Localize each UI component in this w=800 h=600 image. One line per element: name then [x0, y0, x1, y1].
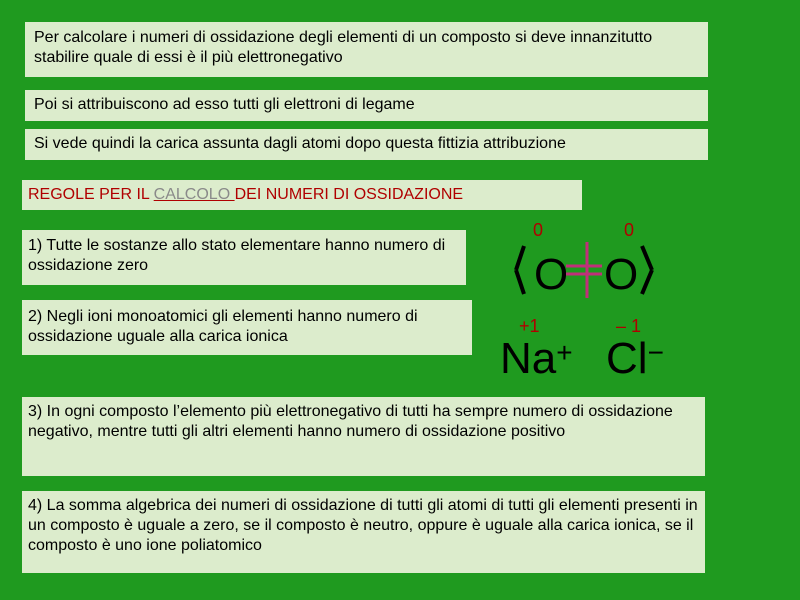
- rule-4-text: 4) La somma algebrica dei numeri di ossidazione di tutti gli atomi di tutti gli elementi presenti in un composto è uguale a zero, se il composto è neutro, oppure è uguale alla carica ionica, se il composto è uno ione poliatomico: [28, 497, 698, 554]
- rule-1-text: 1) Tutte le sostanze allo stato elementare hanno numero di ossidazione zero: [28, 237, 446, 274]
- cl-charge: −: [647, 337, 664, 368]
- rule-3: [22, 397, 705, 476]
- calcolo-link[interactable]: [154, 186, 235, 203]
- intro-text-1-content: Per calcolare i numeri di ossidazione degli elementi di un composto si deve innanzitutto stabilire quale di essi è il più elettronegativo: [34, 29, 653, 66]
- ox-number-cl: – 1: [616, 316, 642, 336]
- intro-text-1: [25, 22, 708, 77]
- intro-text-2-content: Poi si attribuiscono ad esso tutti gli elettroni di legame: [34, 96, 415, 113]
- ox-number-na: +1: [519, 316, 540, 336]
- rule-3-text: 3) In ogni composto l’elemento più elettronegativo di tutti ha sempre numero di ossidazione negativo, mentre tutti gli altri elementi hanno numero di ossidazione positivo: [28, 403, 673, 440]
- intro-text-3: [25, 129, 708, 160]
- na-ion: [500, 334, 573, 383]
- ox-number-o-left: 0: [533, 220, 544, 240]
- rules-header-part2: DEI NUMERI DI OSSIDAZIONE: [234, 186, 464, 203]
- o-atom-left: O: [534, 250, 569, 299]
- o-atom-right: O: [604, 250, 639, 299]
- intro-text-3-content: Si vede quindi la carica assunta dagli atomi dopo questa fittizia attribuzione: [34, 135, 566, 152]
- o2-lewis-diagram: [512, 240, 662, 310]
- rules-header: [22, 180, 582, 210]
- rules-header-part1: REGOLE PER IL: [28, 186, 154, 203]
- ox-number-o-right: 0: [624, 220, 635, 240]
- cl-ion: [606, 334, 664, 383]
- rule-2: [22, 300, 472, 355]
- cl-symbol: Cl: [606, 334, 648, 383]
- rule-4: [22, 491, 705, 573]
- na-charge: +: [556, 337, 573, 368]
- rule-2-text: 2) Negli ioni monoatomici gli elementi hanno numero di ossidazione uguale alla carica ionica: [28, 308, 418, 345]
- na-symbol: Na: [500, 334, 557, 383]
- intro-text-2: [25, 90, 708, 121]
- rule-1: [22, 230, 466, 285]
- calcolo-link-label: CALCOLO: [153, 186, 235, 203]
